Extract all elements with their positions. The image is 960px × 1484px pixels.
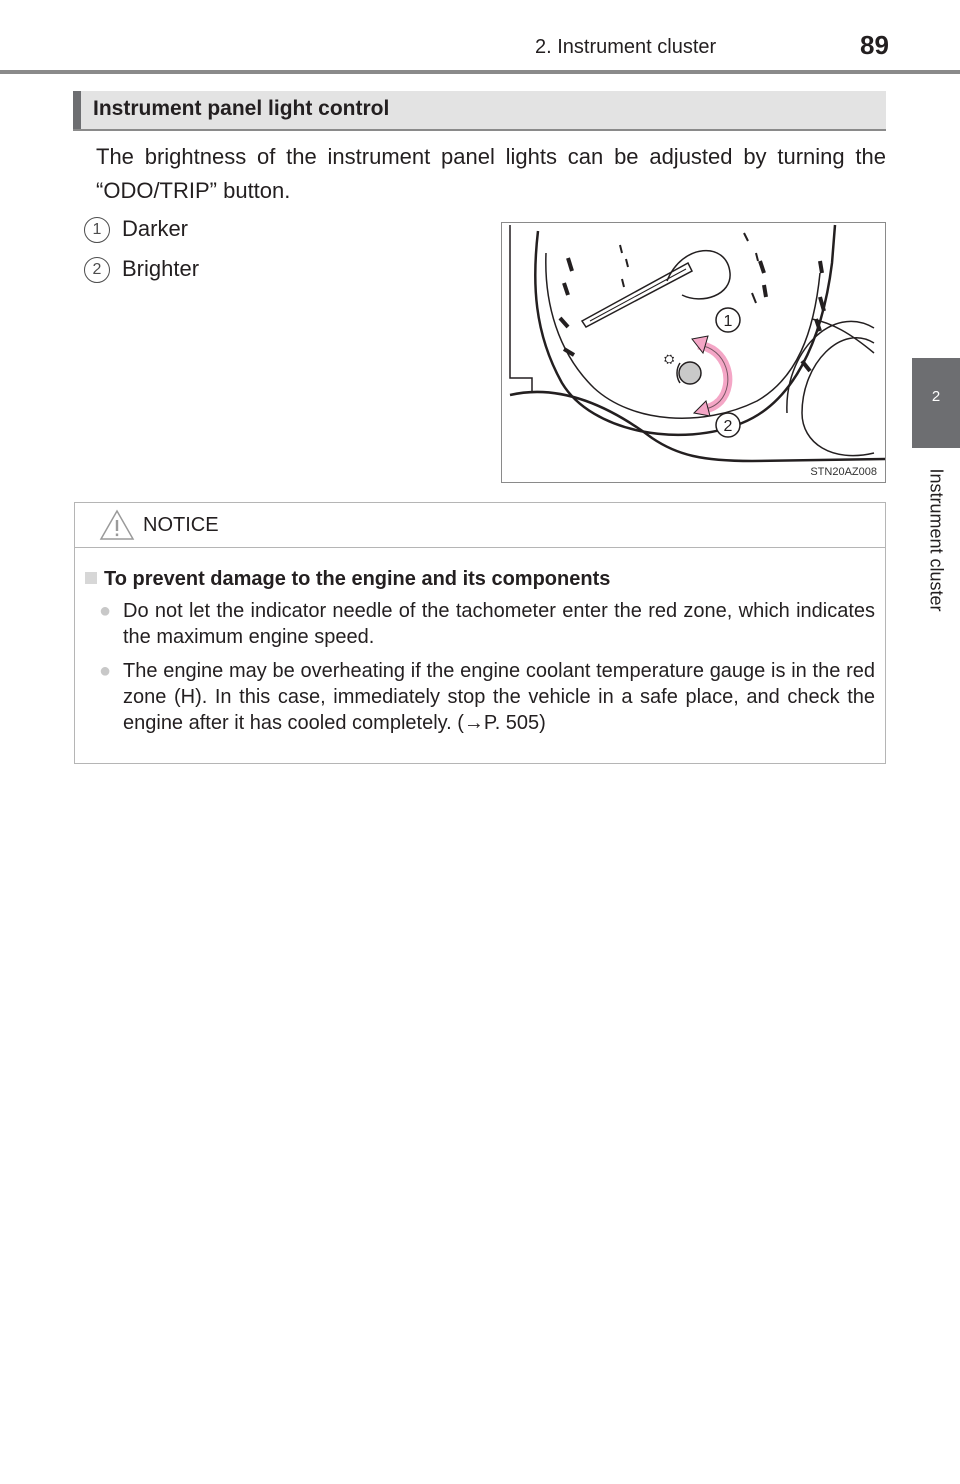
page-number: 89: [860, 30, 889, 60]
item-number-badge: 2: [84, 257, 110, 283]
square-bullet-icon: [85, 572, 97, 584]
chapter-tab-number: 2: [931, 388, 941, 405]
running-header-section: 2. Instrument cluster: [535, 36, 717, 58]
notice-bullet-text: The engine may be overheating if the engine coolant temperature gauge is in the red zone (H). In this case, immediately stop the vehicle in a safe place, and check the engine after it has cooled completely. (→P. 505): [123, 660, 875, 734]
notice-header: [75, 503, 885, 548]
figure-callout-2: 2: [723, 418, 733, 435]
figure-callout-1: 1: [723, 313, 733, 330]
notice-bullet-text: Do not let the indicator needle of the tachometer enter the red zone, which indicates the maximum engine speed.: [123, 600, 875, 648]
notice-bullet: [99, 658, 875, 736]
intro-paragraph: The brightness of the instrument panel lights can be adjusted by turning the “ODO/TRIP” button.: [96, 144, 886, 203]
warning-triangle-icon: [99, 509, 135, 541]
item-label: Brighter: [122, 256, 200, 281]
notice-heading-text: To prevent damage to the engine and its components: [104, 568, 611, 590]
item-number-badge: 1: [84, 217, 110, 243]
gauge-drawing: [502, 223, 886, 483]
instrument-cluster-illustration: [501, 222, 886, 483]
section-heading-accent: [73, 91, 81, 129]
notice-box: [74, 502, 886, 764]
bullet-dot-icon: ●: [99, 600, 112, 622]
svg-text:⛭: ⛭: [664, 352, 675, 367]
notice-label: NOTICE: [143, 514, 219, 536]
list-item-brighter: [84, 256, 200, 283]
section-heading-bar: [73, 91, 886, 131]
bullet-dot-icon: ●: [99, 660, 112, 682]
list-item-darker: [84, 216, 189, 243]
figure-code: STN20AZ008: [810, 466, 877, 478]
header-divider: [0, 70, 960, 74]
item-label: Darker: [122, 216, 189, 241]
section-title: Instrument panel light control: [93, 97, 390, 120]
notice-heading: [85, 568, 610, 591]
chapter-tab-label: Instrument cluster: [926, 468, 947, 612]
notice-bullet: [99, 598, 875, 650]
